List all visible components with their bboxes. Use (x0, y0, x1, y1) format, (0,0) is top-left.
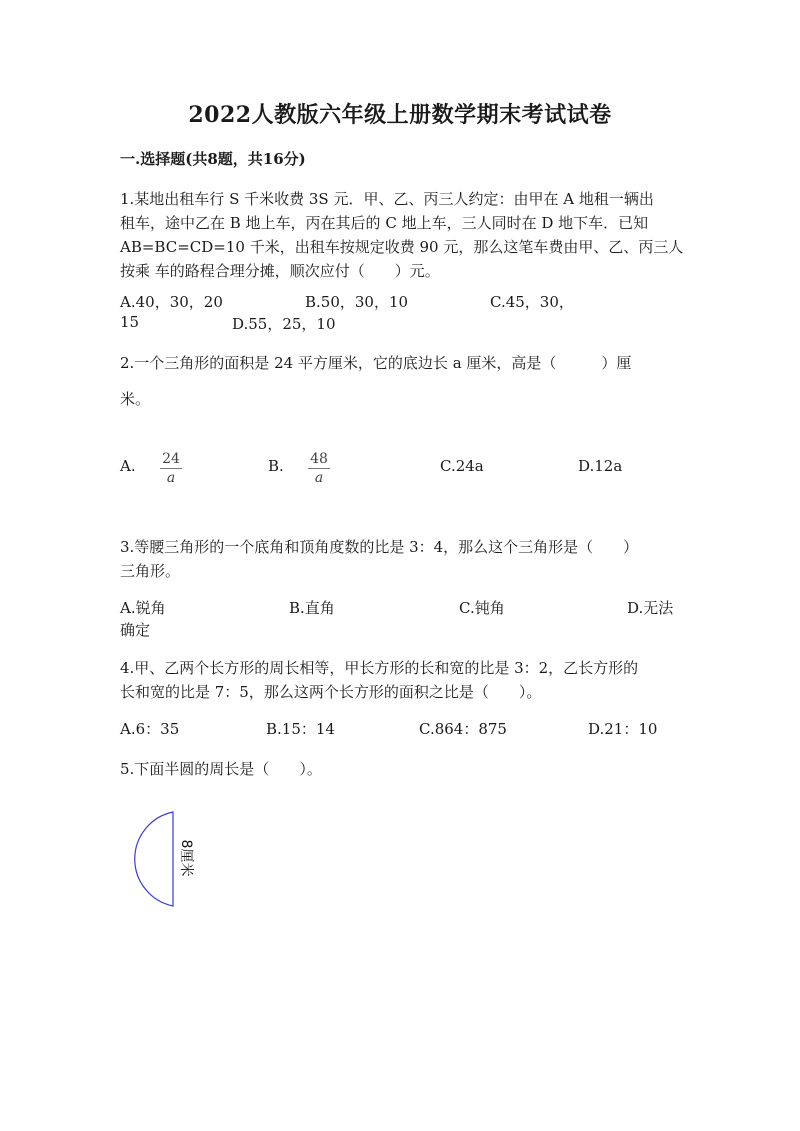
fraction-bar (160, 468, 182, 469)
question-2-option-c: C.24a (440, 457, 484, 475)
question-2-line-2: 米。 (120, 390, 151, 408)
question-1-line-3: AB=BC=CD=10 千米，出租车按规定收费 90 元，那么这笔车费由甲、乙、丙三人 (120, 238, 684, 256)
question-2-option-b: B. (268, 457, 284, 475)
question-4-option-b: B.15：14 (266, 720, 335, 738)
question-1-option-a: A.40，30，20 (120, 293, 223, 311)
semicircle-shape (135, 812, 173, 906)
question-2-option-b-fraction (308, 451, 330, 486)
question-4-option-a: A.6：35 (120, 720, 180, 738)
question-3-option-d-continued: 确定 (120, 621, 151, 639)
semicircle-diameter-label: 8厘米 (178, 839, 194, 877)
question-4-option-d: D.21：10 (588, 720, 658, 738)
question-3-line-2: 三角形。 (120, 562, 181, 580)
question-1-option-d: D.55，25，10 (232, 315, 336, 333)
fraction-numerator: 48 (310, 451, 328, 467)
question-4-line-2: 长和宽的比是 7：5，那么这两个长方形的面积之比是（ ）。 (120, 683, 542, 701)
question-4-line-1: 4.甲、乙两个长方形的周长相等，甲长方形的长和宽的比是 3：2，乙长方形的 (120, 659, 639, 677)
question-1-option-b: B.50，30，10 (305, 293, 409, 311)
question-1-option-c-continued: 15 (120, 313, 140, 331)
section-heading: 一.选择题(共8题，共16分) (120, 150, 306, 168)
question-3-option-c: C.钝角 (459, 599, 505, 617)
question-3-option-d: D.无法 (627, 599, 674, 617)
question-4-option-c: C.864：875 (419, 720, 507, 738)
question-2-line-1: 2.一个三角形的面积是 24 平方厘米，它的底边长 a 厘米，高是（ ）厘 (120, 354, 632, 372)
fraction-denominator: a (314, 470, 324, 486)
question-3-option-b: B.直角 (289, 599, 335, 617)
question-5-line-1: 5.下面半圆的周长是（ ）。 (120, 760, 322, 778)
question-3-line-1: 3.等腰三角形的一个底角和顶角度数的比是 3：4，那么这个三角形是（ ） (120, 538, 639, 556)
fraction-numerator: 24 (162, 451, 180, 467)
question-2-option-d: D.12a (578, 457, 623, 475)
question-1-option-c: C.45，30， (490, 293, 574, 311)
question-2-option-a: A. (120, 457, 136, 475)
question-1-line-4: 按乘 车的路程合理分摊，顺次应付（ ）元。 (120, 262, 440, 280)
fraction-bar (308, 468, 330, 469)
page-title: 2022人教版六年级上册数学期末考试试卷 (188, 102, 612, 128)
question-1-line-1: 1.某地出租车行 S 千米收费 3S 元．甲、乙、丙三人约定：由甲在 A 地租一辆出 (120, 190, 654, 208)
fraction-denominator: a (166, 470, 176, 486)
question-3-option-a: A.锐角 (120, 599, 166, 617)
question-1-line-2: 租车，途中乙在 B 地上车，丙在其后的 C 地上车，三人同时在 D 地下车．已知 (120, 214, 649, 232)
question-2-option-a-fraction (160, 451, 182, 486)
